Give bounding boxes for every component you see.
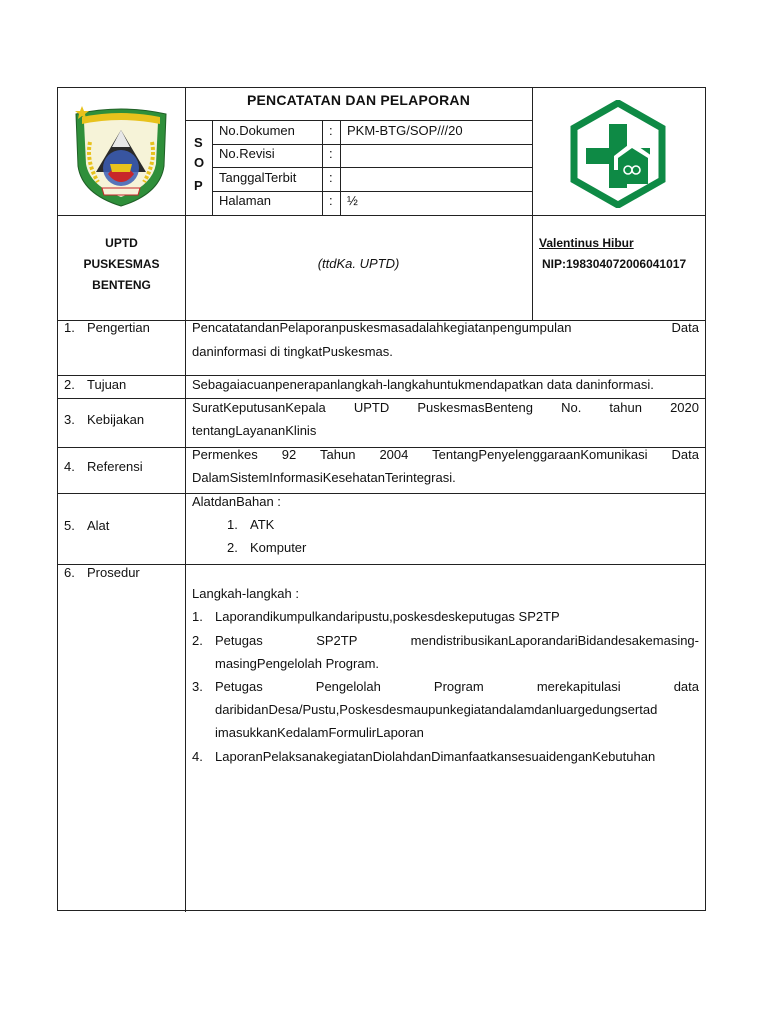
sop-letter-p: P xyxy=(194,178,203,193)
sop-row-line-1 xyxy=(212,144,532,145)
section-5-label: Alat xyxy=(87,518,110,533)
step-text-line: imasukkanKedalamFormulirLaporan xyxy=(215,725,424,740)
section-2-label: Tujuan xyxy=(87,377,127,392)
step-text-line: Petugas SP2TP mendistribusikanLaporandariBidandesakemasing- xyxy=(215,633,699,648)
section-3-text-line-1: SuratKeputusanKepala UPTD PuskesmasBenteng No. tahun 2020 xyxy=(192,400,699,415)
section-5-heading: AlatdanBahan : xyxy=(192,494,281,509)
section-1-label: Pengertian xyxy=(87,320,150,335)
sop-label-no-revisi: No.Revisi xyxy=(219,146,275,161)
sop-col-line-3 xyxy=(340,120,341,215)
section-4-label: Referensi xyxy=(87,459,143,474)
step-text-line: Laporandikumpulkandaripustu,poskesdeskeputugas SP2TP xyxy=(215,609,560,624)
signature-placeholder: (ttdKa. UPTD) xyxy=(317,256,400,271)
document-title: PENCATATAN DAN PELAPORAN xyxy=(246,92,471,108)
section-3-text-line-2: tentangLayananKlinis xyxy=(192,423,317,438)
section-3-label: Kebijakan xyxy=(87,412,145,427)
org-line-puskesmas: PUSKESMAS xyxy=(83,257,160,271)
list-item-number: 1. xyxy=(227,517,238,532)
section-6-label: Prosedur xyxy=(87,565,140,580)
section-6-number: 6. xyxy=(64,565,75,580)
section-4-text-line-1: Permenkes 92 Tahun 2004 TentangPenyelenggaraanKomunikasi Data xyxy=(192,447,699,462)
list-item-number: 2. xyxy=(227,540,238,555)
sop-letter-s: S xyxy=(194,135,203,150)
step-text-line: daribidanDesa/Pustu,Poskesdesmaupunkegiatandalamdanluargedungsertad xyxy=(215,702,658,717)
regency-emblem-logo xyxy=(68,102,174,210)
sop-label-tanggal-terbit: TanggalTerbit xyxy=(219,170,297,185)
list-item-text: Komputer xyxy=(250,540,307,555)
sop-top-line xyxy=(185,120,532,121)
sop-label-no-dokumen: No.Dokumen xyxy=(219,123,295,138)
org-line-uptd: UPTD xyxy=(105,236,138,250)
section-4-number: 4. xyxy=(64,459,75,474)
section-3-number: 3. xyxy=(64,412,75,427)
sop-colon: : xyxy=(329,193,333,208)
step-text-line: LaporanPelaksanakegiatanDiolahdanDimanfaatkansesuaidenganKebutuhan xyxy=(215,749,656,764)
sop-document xyxy=(57,87,706,911)
section-1-number: 1. xyxy=(64,320,75,335)
sop-col-line-2 xyxy=(322,120,323,215)
signer-nip: NIP:198304072006041017 xyxy=(542,257,687,271)
sop-label-halaman: Halaman xyxy=(219,193,272,208)
step-text-line: Petugas Pengelolah Program merekapitulasi data xyxy=(215,679,699,694)
section-4-text-line-2: DalamSistemInformasiKesehatanTerintegrasi. xyxy=(192,470,456,485)
section-2-number: 2. xyxy=(64,377,75,392)
sop-letter-o: O xyxy=(194,155,205,170)
right-header-divider xyxy=(532,88,533,320)
org-line-benteng: BENTENG xyxy=(92,278,151,292)
row1-bottom-line xyxy=(58,375,705,376)
list-item-text: ATK xyxy=(250,517,275,532)
sop-colon: : xyxy=(329,123,333,138)
step-number: 3. xyxy=(192,679,203,694)
step-number: 4. xyxy=(192,749,203,764)
step-number: 2. xyxy=(192,633,203,648)
sop-col-line-1 xyxy=(212,120,213,215)
sop-value-no-dokumen: PKM-BTG/SOP///20 xyxy=(347,123,463,138)
section-1-text-line-2: daninformasi di tingkatPuskesmas. xyxy=(192,344,393,359)
signer-name: Valentinus Hibur xyxy=(539,236,634,250)
kemenkes-logo xyxy=(568,100,668,208)
sop-value-halaman: ½ xyxy=(347,193,358,208)
sop-row-line-3 xyxy=(212,191,532,192)
step-number: 1. xyxy=(192,609,203,624)
section-6-heading: Langkah-langkah : xyxy=(192,586,299,601)
sop-colon: : xyxy=(329,170,333,185)
sop-colon: : xyxy=(329,146,333,161)
row5-bottom-line xyxy=(58,564,705,565)
row4-bottom-line xyxy=(58,493,705,494)
section-2-text: Sebagaiacuanpenerapanlangkah-langkahuntukmendapatkan data daninformasi. xyxy=(192,377,654,392)
section-1-text-line-1: PencatatandanPelaporanpuskesmasadalahkegiatanpengumpulan Data xyxy=(192,320,699,335)
sop-row-line-2 xyxy=(212,167,532,168)
row2-bottom-line xyxy=(58,398,705,399)
left-column-divider xyxy=(185,88,186,912)
step-text-line: masingPengelolah Program. xyxy=(215,656,380,671)
header-bottom-line xyxy=(58,215,705,216)
section-5-number: 5. xyxy=(64,518,75,533)
